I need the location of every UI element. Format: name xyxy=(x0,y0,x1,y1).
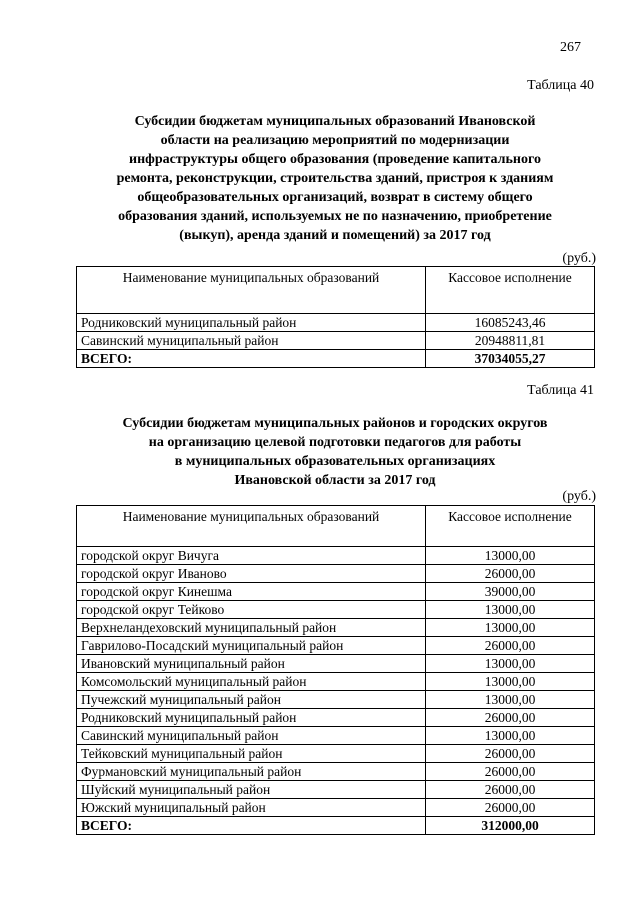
heading-line: в муниципальных образовательных организациях xyxy=(174,454,496,469)
heading-line: на организацию целевой подготовки педагогов для работы xyxy=(148,435,522,450)
heading-line: (выкуп), аренда зданий и помещений) за 2017 год xyxy=(179,228,491,243)
row-name: Шуйский муниципальный район xyxy=(77,781,426,799)
row-name: городской округ Иваново xyxy=(77,565,426,583)
column-header-amount: Кассовое исполнение xyxy=(426,267,595,314)
table-row xyxy=(77,781,595,799)
row-amount: 13000,00 xyxy=(426,691,595,709)
row-name: Ивановский муниципальный район xyxy=(77,655,426,673)
row-amount: 26000,00 xyxy=(426,781,595,799)
row-name: Родниковский муниципальный район xyxy=(77,709,426,727)
table-row xyxy=(77,547,595,565)
table-41-label: Таблица 41 xyxy=(527,383,594,398)
total-row xyxy=(77,350,595,368)
heading-line: области на реализацию мероприятий по модернизации xyxy=(160,133,510,148)
heading-line: образования зданий, используемых не по назначению, приобретение xyxy=(118,209,552,224)
table-row xyxy=(77,637,595,655)
row-amount: 26000,00 xyxy=(426,709,595,727)
table-40-heading xyxy=(76,112,594,245)
row-amount: 26000,00 xyxy=(426,745,595,763)
table-41-unit: (руб.) xyxy=(562,489,596,504)
heading-line: Ивановской области за 2017 год xyxy=(234,473,436,488)
row-amount: 13000,00 xyxy=(426,655,595,673)
row-amount: 13000,00 xyxy=(426,673,595,691)
row-amount: 26000,00 xyxy=(426,565,595,583)
table-row xyxy=(77,745,595,763)
total-label: ВСЕГО: xyxy=(77,817,426,835)
table-row xyxy=(77,691,595,709)
table-row xyxy=(77,799,595,817)
row-amount: 20948811,81 xyxy=(426,332,595,350)
table-header-row xyxy=(77,506,595,547)
row-name: Родниковский муниципальный район xyxy=(77,314,426,332)
heading-line: общеобразовательных организаций, возврат в систему общего xyxy=(137,190,533,205)
table-row xyxy=(77,673,595,691)
total-amount: 312000,00 xyxy=(426,817,595,835)
page-number: 267 xyxy=(560,40,581,55)
table-row xyxy=(77,332,595,350)
row-name: Савинский муниципальный район xyxy=(77,332,426,350)
column-header-amount: Кассовое исполнение xyxy=(426,506,595,547)
heading-line: Субсидии бюджетам муниципальных районов и городских округов xyxy=(122,416,548,431)
total-row xyxy=(77,817,595,835)
row-amount: 13000,00 xyxy=(426,547,595,565)
heading-line: инфраструктуры общего образования (проведение капитального xyxy=(129,152,541,167)
table-row xyxy=(77,565,595,583)
row-amount: 26000,00 xyxy=(426,637,595,655)
row-amount: 13000,00 xyxy=(426,619,595,637)
table-row xyxy=(77,314,595,332)
row-name: Тейковский муниципальный район xyxy=(77,745,426,763)
heading-line: Субсидии бюджетам муниципальных образований Ивановской xyxy=(134,114,536,129)
table-row xyxy=(77,619,595,637)
table-row xyxy=(77,583,595,601)
table-row xyxy=(77,709,595,727)
row-name: городской округ Кинешма xyxy=(77,583,426,601)
row-name: Южский муниципальный район xyxy=(77,799,426,817)
table-40-label: Таблица 40 xyxy=(527,78,594,93)
table-41 xyxy=(76,505,595,835)
total-amount: 37034055,27 xyxy=(426,350,595,368)
table-row xyxy=(77,601,595,619)
row-name: Фурмановский муниципальный район xyxy=(77,763,426,781)
table-row xyxy=(77,655,595,673)
row-name: Пучежский муниципальный район xyxy=(77,691,426,709)
row-amount: 26000,00 xyxy=(426,763,595,781)
table-row xyxy=(77,763,595,781)
total-label: ВСЕГО: xyxy=(77,350,426,368)
table-header-row xyxy=(77,267,595,314)
row-name: Верхнеландеховский муниципальный район xyxy=(77,619,426,637)
row-amount: 16085243,46 xyxy=(426,314,595,332)
row-amount: 39000,00 xyxy=(426,583,595,601)
row-name: городской округ Вичуга xyxy=(77,547,426,565)
row-amount: 26000,00 xyxy=(426,799,595,817)
row-name: городской округ Тейково xyxy=(77,601,426,619)
row-name: Савинский муниципальный район xyxy=(77,727,426,745)
row-amount: 13000,00 xyxy=(426,601,595,619)
row-name: Гаврилово-Посадский муниципальный район xyxy=(77,637,426,655)
row-name: Комсомольский муниципальный район xyxy=(77,673,426,691)
heading-line: ремонта, реконструкции, строительства зданий, пристроя к зданиям xyxy=(116,171,554,186)
table-41-heading xyxy=(76,414,594,490)
column-header-name: Наименование муниципальных образований xyxy=(77,506,426,547)
table-row xyxy=(77,727,595,745)
row-amount: 13000,00 xyxy=(426,727,595,745)
table-40 xyxy=(76,266,595,368)
column-header-name: Наименование муниципальных образований xyxy=(77,267,426,314)
table-40-unit: (руб.) xyxy=(562,251,596,266)
